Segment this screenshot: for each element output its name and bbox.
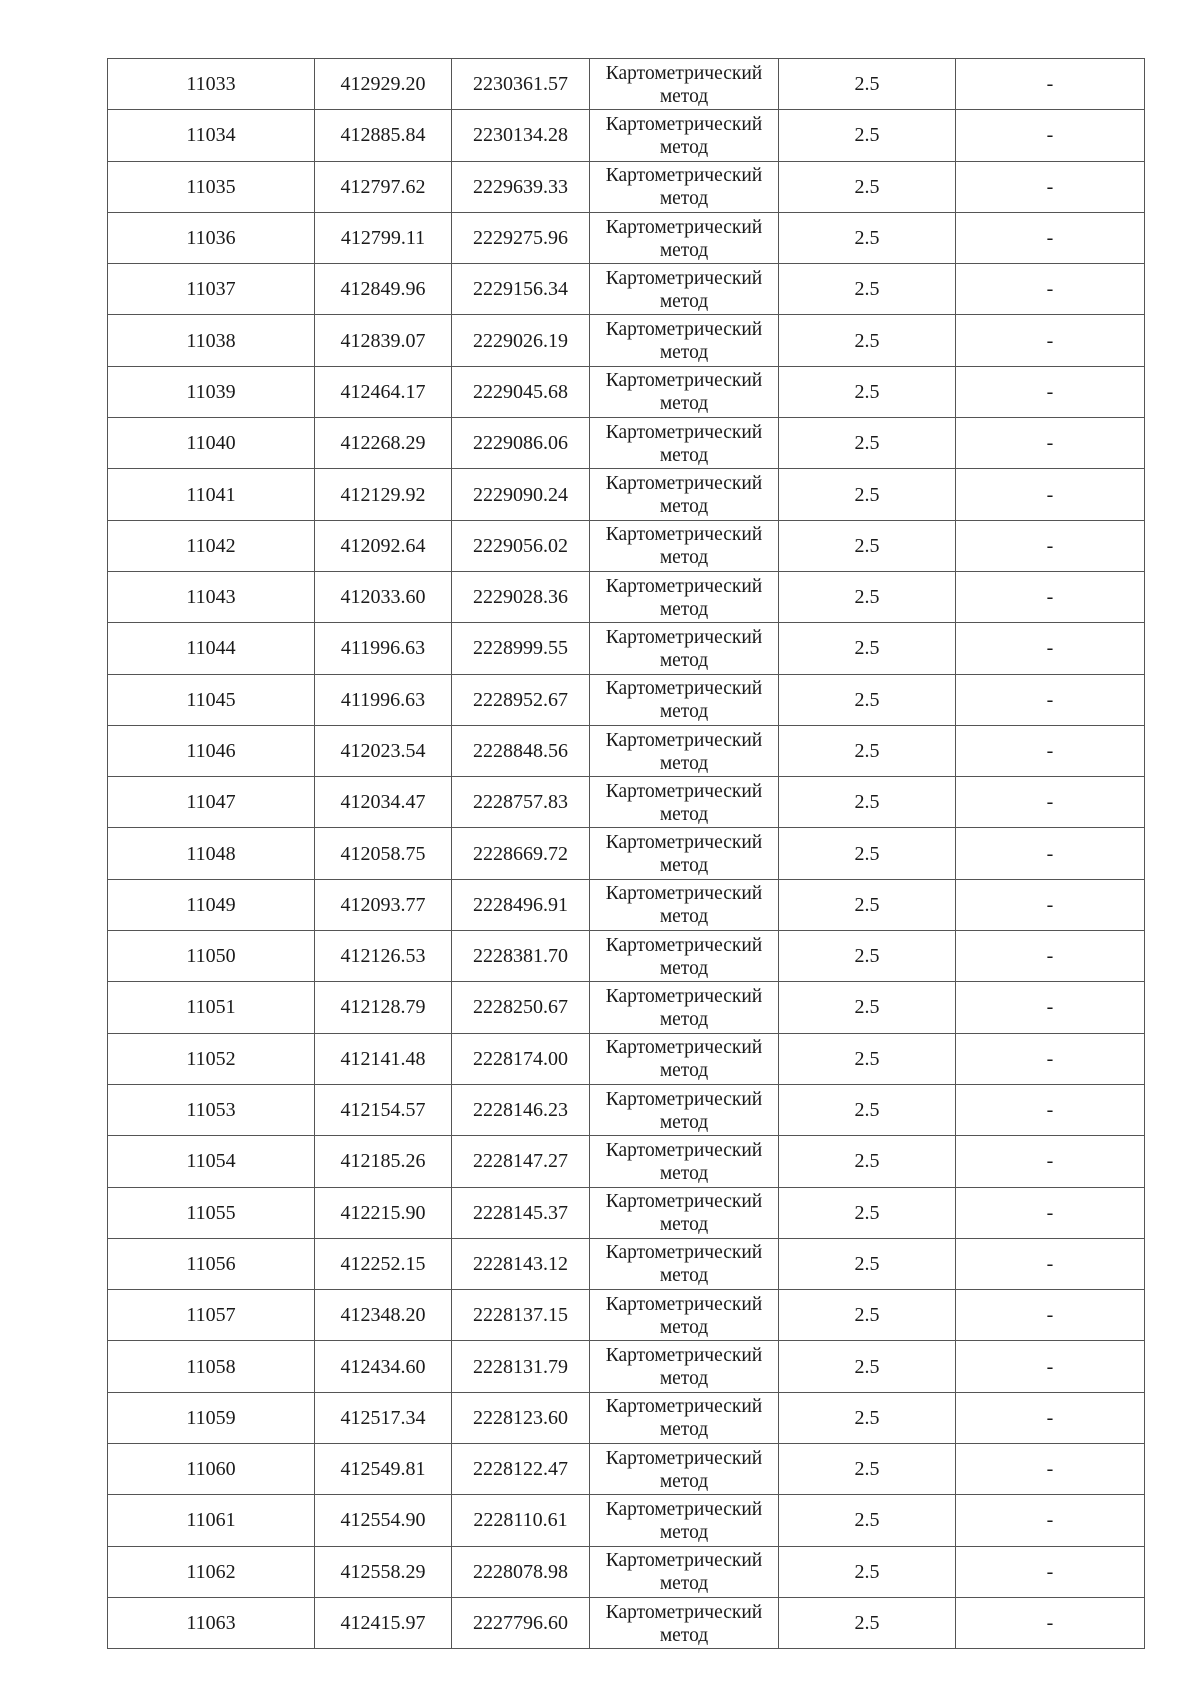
table-row	[108, 571, 1145, 622]
method-cell	[590, 1290, 779, 1341]
method-cell	[590, 1597, 779, 1648]
x-coordinate-cell: 412034.47	[315, 777, 452, 828]
y-coordinate-cell: 2228757.83	[452, 777, 590, 828]
accuracy-cell: 2.5	[779, 1290, 956, 1341]
y-coordinate-cell: 2229026.19	[452, 315, 590, 366]
table-row	[108, 777, 1145, 828]
accuracy-cell: 2.5	[779, 1187, 956, 1238]
method-cell	[590, 520, 779, 571]
point-id-cell: 11035	[108, 161, 315, 212]
y-coordinate-cell: 2228669.72	[452, 828, 590, 879]
table-row	[108, 1238, 1145, 1289]
point-id-cell: 11037	[108, 264, 315, 315]
table-row	[108, 1341, 1145, 1392]
note-cell: -	[956, 982, 1145, 1033]
accuracy-cell: 2.5	[779, 520, 956, 571]
y-coordinate-cell: 2228381.70	[452, 931, 590, 982]
method-label-line1: Картометрический	[605, 729, 763, 751]
method-cell	[590, 1341, 779, 1392]
method-cell	[590, 1238, 779, 1289]
method-label-line2: метод	[659, 342, 709, 364]
method-label-line2: метод	[659, 1624, 709, 1646]
point-id-cell: 11056	[108, 1238, 315, 1289]
note-cell: -	[956, 1341, 1145, 1392]
y-coordinate-cell: 2227796.60	[452, 1597, 590, 1648]
accuracy-cell: 2.5	[779, 777, 956, 828]
x-coordinate-cell: 412128.79	[315, 982, 452, 1033]
x-coordinate-cell: 412215.90	[315, 1187, 452, 1238]
method-label-line1: Картометрический	[605, 1191, 763, 1213]
table-row	[108, 1033, 1145, 1084]
note-cell: -	[956, 1238, 1145, 1289]
method-label-line2: метод	[659, 855, 709, 877]
table-row	[108, 161, 1145, 212]
table-row	[108, 315, 1145, 366]
method-label-line2: метод	[659, 803, 709, 825]
method-label-line2: метод	[659, 598, 709, 620]
method-label-line1: Картометрический	[605, 626, 763, 648]
accuracy-cell: 2.5	[779, 161, 956, 212]
point-id-cell: 11042	[108, 520, 315, 571]
method-cell	[590, 879, 779, 930]
point-id-cell: 11048	[108, 828, 315, 879]
method-label-line1: Картометрический	[605, 267, 763, 289]
y-coordinate-cell: 2229639.33	[452, 161, 590, 212]
note-cell: -	[956, 1546, 1145, 1597]
method-label-line1: Картометрический	[605, 1498, 763, 1520]
x-coordinate-cell: 412185.26	[315, 1136, 452, 1187]
method-label-line1: Картометрический	[605, 985, 763, 1007]
point-id-cell: 11040	[108, 418, 315, 469]
point-id-cell: 11047	[108, 777, 315, 828]
method-label-line2: метод	[659, 1470, 709, 1492]
y-coordinate-cell: 2228131.79	[452, 1341, 590, 1392]
method-label-line2: метод	[659, 1368, 709, 1390]
method-label-line1: Картометрический	[605, 113, 763, 135]
method-cell	[590, 161, 779, 212]
method-label-line1: Картометрический	[605, 678, 763, 700]
method-cell	[590, 469, 779, 520]
table-row	[108, 1187, 1145, 1238]
method-cell	[590, 982, 779, 1033]
x-coordinate-cell: 412797.62	[315, 161, 452, 212]
method-label-line1: Картометрический	[605, 934, 763, 956]
y-coordinate-cell: 2228110.61	[452, 1495, 590, 1546]
method-cell	[590, 828, 779, 879]
point-id-cell: 11052	[108, 1033, 315, 1084]
table-row	[108, 366, 1145, 417]
note-cell: -	[956, 1033, 1145, 1084]
note-cell: -	[956, 59, 1145, 110]
y-coordinate-cell: 2229156.34	[452, 264, 590, 315]
method-cell	[590, 418, 779, 469]
accuracy-cell: 2.5	[779, 110, 956, 161]
note-cell: -	[956, 623, 1145, 674]
note-cell: -	[956, 571, 1145, 622]
note-cell: -	[956, 315, 1145, 366]
x-coordinate-cell: 412058.75	[315, 828, 452, 879]
method-cell	[590, 315, 779, 366]
method-label-line1: Картометрический	[605, 1396, 763, 1418]
table-row	[108, 1290, 1145, 1341]
point-id-cell: 11045	[108, 674, 315, 725]
x-coordinate-cell: 412126.53	[315, 931, 452, 982]
y-coordinate-cell: 2228147.27	[452, 1136, 590, 1187]
method-label-line2: метод	[659, 393, 709, 415]
point-id-cell: 11063	[108, 1597, 315, 1648]
method-label-line1: Картометрический	[605, 832, 763, 854]
point-id-cell: 11053	[108, 1084, 315, 1135]
accuracy-cell: 2.5	[779, 623, 956, 674]
x-coordinate-cell: 412033.60	[315, 571, 452, 622]
method-label-line1: Картометрический	[605, 1242, 763, 1264]
x-coordinate-cell: 412023.54	[315, 725, 452, 776]
x-coordinate-cell: 411996.63	[315, 623, 452, 674]
method-cell	[590, 1392, 779, 1443]
method-label-line2: метод	[659, 1521, 709, 1543]
accuracy-cell: 2.5	[779, 725, 956, 776]
x-coordinate-cell: 412849.96	[315, 264, 452, 315]
accuracy-cell: 2.5	[779, 264, 956, 315]
x-coordinate-cell: 412929.20	[315, 59, 452, 110]
accuracy-cell: 2.5	[779, 1546, 956, 1597]
method-label-line1: Картометрический	[605, 1601, 763, 1623]
note-cell: -	[956, 366, 1145, 417]
method-label-line1: Картометрический	[605, 1447, 763, 1469]
note-cell: -	[956, 1392, 1145, 1443]
note-cell: -	[956, 264, 1145, 315]
x-coordinate-cell: 412268.29	[315, 418, 452, 469]
y-coordinate-cell: 2229056.02	[452, 520, 590, 571]
accuracy-cell: 2.5	[779, 315, 956, 366]
point-id-cell: 11043	[108, 571, 315, 622]
point-id-cell: 11055	[108, 1187, 315, 1238]
accuracy-cell: 2.5	[779, 1495, 956, 1546]
x-coordinate-cell: 412549.81	[315, 1444, 452, 1495]
method-label-line2: метод	[659, 701, 709, 723]
table-row	[108, 1597, 1145, 1648]
x-coordinate-cell: 412464.17	[315, 366, 452, 417]
y-coordinate-cell: 2230134.28	[452, 110, 590, 161]
note-cell: -	[956, 1084, 1145, 1135]
note-cell: -	[956, 520, 1145, 571]
method-label-line2: метод	[659, 1060, 709, 1082]
accuracy-cell: 2.5	[779, 982, 956, 1033]
x-coordinate-cell: 412517.34	[315, 1392, 452, 1443]
y-coordinate-cell: 2228952.67	[452, 674, 590, 725]
point-id-cell: 11041	[108, 469, 315, 520]
method-cell	[590, 571, 779, 622]
method-cell	[590, 212, 779, 263]
y-coordinate-cell: 2229045.68	[452, 366, 590, 417]
point-id-cell: 11060	[108, 1444, 315, 1495]
method-label-line2: метод	[659, 239, 709, 261]
method-cell	[590, 1136, 779, 1187]
y-coordinate-cell: 2228250.67	[452, 982, 590, 1033]
coordinates-table	[107, 58, 1145, 1649]
table-row	[108, 110, 1145, 161]
y-coordinate-cell: 2228122.47	[452, 1444, 590, 1495]
method-label-line1: Картометрический	[605, 524, 763, 546]
table-row	[108, 828, 1145, 879]
accuracy-cell: 2.5	[779, 828, 956, 879]
point-id-cell: 11046	[108, 725, 315, 776]
method-label-line1: Картометрический	[605, 780, 763, 802]
method-label-line2: метод	[659, 957, 709, 979]
note-cell: -	[956, 777, 1145, 828]
method-cell	[590, 1187, 779, 1238]
table-row	[108, 623, 1145, 674]
point-id-cell: 11039	[108, 366, 315, 417]
method-label-line2: метод	[659, 547, 709, 569]
method-label-line2: метод	[659, 1214, 709, 1236]
point-id-cell: 11058	[108, 1341, 315, 1392]
method-cell	[590, 110, 779, 161]
table-row	[108, 520, 1145, 571]
point-id-cell: 11057	[108, 1290, 315, 1341]
method-label-line1: Картометрический	[605, 473, 763, 495]
method-label-line1: Картометрический	[605, 1139, 763, 1161]
x-coordinate-cell: 412415.97	[315, 1597, 452, 1648]
method-label-line1: Картометрический	[605, 1037, 763, 1059]
accuracy-cell: 2.5	[779, 931, 956, 982]
accuracy-cell: 2.5	[779, 1238, 956, 1289]
note-cell: -	[956, 1187, 1145, 1238]
method-label-line2: метод	[659, 1419, 709, 1441]
accuracy-cell: 2.5	[779, 1033, 956, 1084]
x-coordinate-cell: 412129.92	[315, 469, 452, 520]
table-row	[108, 1495, 1145, 1546]
method-cell	[590, 623, 779, 674]
table-row	[108, 725, 1145, 776]
accuracy-cell: 2.5	[779, 1084, 956, 1135]
point-id-cell: 11038	[108, 315, 315, 366]
table-row	[108, 1546, 1145, 1597]
table-row	[108, 931, 1145, 982]
y-coordinate-cell: 2229090.24	[452, 469, 590, 520]
point-id-cell: 11051	[108, 982, 315, 1033]
table-body	[108, 59, 1145, 1649]
method-label-line2: метод	[659, 1008, 709, 1030]
x-coordinate-cell: 412348.20	[315, 1290, 452, 1341]
y-coordinate-cell: 2228143.12	[452, 1238, 590, 1289]
method-cell	[590, 674, 779, 725]
x-coordinate-cell: 412799.11	[315, 212, 452, 263]
x-coordinate-cell: 412839.07	[315, 315, 452, 366]
point-id-cell: 11034	[108, 110, 315, 161]
accuracy-cell: 2.5	[779, 212, 956, 263]
method-label-line1: Картометрический	[605, 421, 763, 443]
table-row	[108, 1084, 1145, 1135]
y-coordinate-cell: 2228078.98	[452, 1546, 590, 1597]
method-label-line2: метод	[659, 496, 709, 518]
accuracy-cell: 2.5	[779, 1444, 956, 1495]
x-coordinate-cell: 412434.60	[315, 1341, 452, 1392]
note-cell: -	[956, 1597, 1145, 1648]
table-row	[108, 418, 1145, 469]
method-label-line1: Картометрический	[605, 575, 763, 597]
point-id-cell: 11054	[108, 1136, 315, 1187]
table-row	[108, 469, 1145, 520]
method-label-line2: метод	[659, 1573, 709, 1595]
y-coordinate-cell: 2230361.57	[452, 59, 590, 110]
method-label-line2: метод	[659, 1265, 709, 1287]
point-id-cell: 11050	[108, 931, 315, 982]
table-row	[108, 879, 1145, 930]
note-cell: -	[956, 161, 1145, 212]
table-row	[108, 212, 1145, 263]
accuracy-cell: 2.5	[779, 571, 956, 622]
note-cell: -	[956, 828, 1145, 879]
method-cell	[590, 1444, 779, 1495]
x-coordinate-cell: 412554.90	[315, 1495, 452, 1546]
note-cell: -	[956, 725, 1145, 776]
note-cell: -	[956, 931, 1145, 982]
method-label-line2: метод	[659, 85, 709, 107]
method-label-line1: Картометрический	[605, 370, 763, 392]
method-label-line1: Картометрический	[605, 1088, 763, 1110]
note-cell: -	[956, 1136, 1145, 1187]
method-cell	[590, 777, 779, 828]
table-row	[108, 674, 1145, 725]
note-cell: -	[956, 212, 1145, 263]
y-coordinate-cell: 2228848.56	[452, 725, 590, 776]
method-label-line1: Картометрический	[605, 883, 763, 905]
x-coordinate-cell: 412558.29	[315, 1546, 452, 1597]
method-cell	[590, 366, 779, 417]
method-label-line1: Картометрический	[605, 1293, 763, 1315]
y-coordinate-cell: 2228137.15	[452, 1290, 590, 1341]
method-cell	[590, 1084, 779, 1135]
y-coordinate-cell: 2228999.55	[452, 623, 590, 674]
method-label-line2: метод	[659, 136, 709, 158]
method-label-line2: метод	[659, 290, 709, 312]
note-cell: -	[956, 674, 1145, 725]
point-id-cell: 11044	[108, 623, 315, 674]
y-coordinate-cell: 2228123.60	[452, 1392, 590, 1443]
point-id-cell: 11062	[108, 1546, 315, 1597]
method-label-line1: Картометрический	[605, 319, 763, 341]
point-id-cell: 11059	[108, 1392, 315, 1443]
method-label-line2: метод	[659, 752, 709, 774]
method-label-line1: Картометрический	[605, 216, 763, 238]
x-coordinate-cell: 412885.84	[315, 110, 452, 161]
x-coordinate-cell: 412093.77	[315, 879, 452, 930]
table-row	[108, 982, 1145, 1033]
y-coordinate-cell: 2228496.91	[452, 879, 590, 930]
y-coordinate-cell: 2229086.06	[452, 418, 590, 469]
y-coordinate-cell: 2228146.23	[452, 1084, 590, 1135]
table-row	[108, 1444, 1145, 1495]
x-coordinate-cell: 411996.63	[315, 674, 452, 725]
method-cell	[590, 264, 779, 315]
point-id-cell: 11061	[108, 1495, 315, 1546]
accuracy-cell: 2.5	[779, 366, 956, 417]
accuracy-cell: 2.5	[779, 59, 956, 110]
table-row	[108, 59, 1145, 110]
accuracy-cell: 2.5	[779, 1136, 956, 1187]
accuracy-cell: 2.5	[779, 418, 956, 469]
y-coordinate-cell: 2228174.00	[452, 1033, 590, 1084]
point-id-cell: 11049	[108, 879, 315, 930]
note-cell: -	[956, 1444, 1145, 1495]
x-coordinate-cell: 412092.64	[315, 520, 452, 571]
y-coordinate-cell: 2229275.96	[452, 212, 590, 263]
accuracy-cell: 2.5	[779, 469, 956, 520]
x-coordinate-cell: 412141.48	[315, 1033, 452, 1084]
note-cell: -	[956, 418, 1145, 469]
method-label-line2: метод	[659, 1111, 709, 1133]
method-label-line2: метод	[659, 906, 709, 928]
method-label-line2: метод	[659, 1316, 709, 1338]
table-row	[108, 1392, 1145, 1443]
note-cell: -	[956, 469, 1145, 520]
x-coordinate-cell: 412154.57	[315, 1084, 452, 1135]
point-id-cell: 11036	[108, 212, 315, 263]
method-cell	[590, 59, 779, 110]
accuracy-cell: 2.5	[779, 674, 956, 725]
accuracy-cell: 2.5	[779, 1341, 956, 1392]
note-cell: -	[956, 110, 1145, 161]
method-label-line2: метод	[659, 1162, 709, 1184]
method-cell	[590, 1495, 779, 1546]
note-cell: -	[956, 1290, 1145, 1341]
method-cell	[590, 931, 779, 982]
method-label-line2: метод	[659, 444, 709, 466]
table-row	[108, 264, 1145, 315]
method-cell	[590, 725, 779, 776]
y-coordinate-cell: 2228145.37	[452, 1187, 590, 1238]
note-cell: -	[956, 1495, 1145, 1546]
table-row	[108, 1136, 1145, 1187]
method-label-line2: метод	[659, 649, 709, 671]
method-cell	[590, 1546, 779, 1597]
method-label-line1: Картометрический	[605, 165, 763, 187]
method-label-line2: метод	[659, 188, 709, 210]
x-coordinate-cell: 412252.15	[315, 1238, 452, 1289]
method-label-line1: Картометрический	[605, 1345, 763, 1367]
accuracy-cell: 2.5	[779, 1597, 956, 1648]
note-cell: -	[956, 879, 1145, 930]
method-label-line1: Картометрический	[605, 62, 763, 84]
method-label-line1: Картометрический	[605, 1550, 763, 1572]
y-coordinate-cell: 2229028.36	[452, 571, 590, 622]
method-cell	[590, 1033, 779, 1084]
accuracy-cell: 2.5	[779, 1392, 956, 1443]
accuracy-cell: 2.5	[779, 879, 956, 930]
point-id-cell: 11033	[108, 59, 315, 110]
